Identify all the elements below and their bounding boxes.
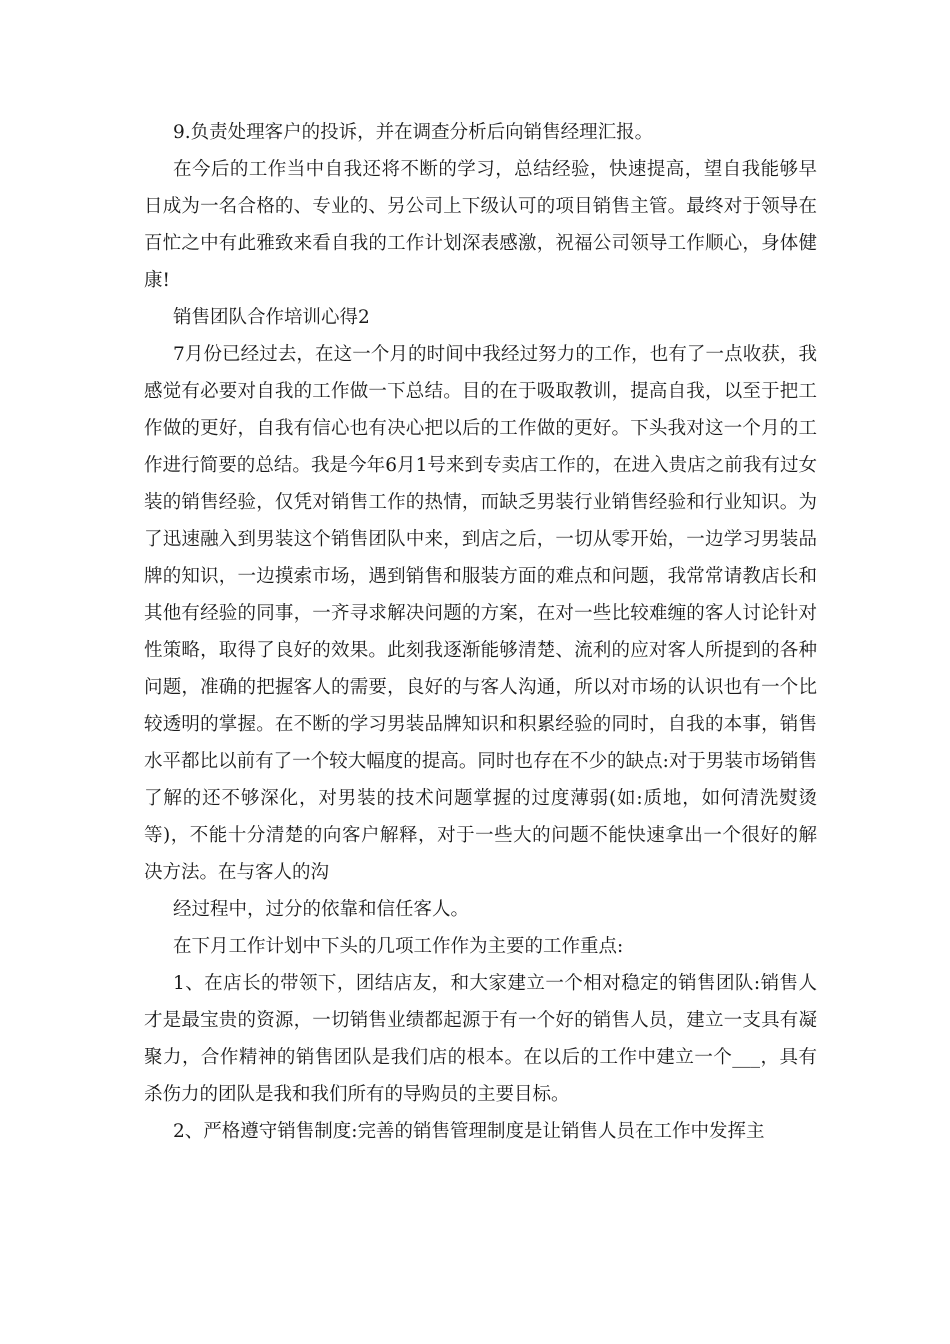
paragraph-july-summary: 7月份已经过去，在这一个月的时间中我经过努力的工作，也有了一点收获，我感觉有必要对自我的工作做一下总结。目的在于吸取教训，提高自我，以至于把工作做的更好，自我有信心也有决心把以后的工作做的更好。下头我对这一个月的工作进行简要的总结。我是今年6月1号来到专卖店工作的，在进入贵店之前我有过女装的销售经验，仅凭对销售工作的热情，而缺乏男装行业销售经验和行业知识。为了迅速融入到男装这个销售团队中来，到店之后，一切从零开始，一边学习男装品牌的知识，一边摸索市场，遇到销售和服装方面的难点和问题，我常常请教店长和其他有经验的同事，一齐寻求解决问题的方案，在对一些比较难缠的客人讨论针对性策略，取得了良好的效果。此刻我逐渐能够清楚、流利的应对客人所提到的各种问题，准确的把握客人的需要，良好的与客人沟通，所以对市场的认识也有一个比较透明的掌握。在不断的学习男装品牌知识和积累经验的同时，自我的本事，销售水平都比以前有了一个较大幅度的提高。同时也存在不少的缺点:对于男装市场销售了解的还不够深化，对男装的技术问题掌握的过度薄弱(如:质地，如何清洗熨烫等)，不能十分清楚的向客户解释，对于一些大的问题不能快速拿出一个很好的解决方法。在与客人的沟 [144, 344, 817, 883]
paragraph-continuation: 经过程中，过分的依靠和信任客人。 [173, 899, 470, 920]
paragraph-next-month-plan: 在下月工作计划中下头的几项工作作为主要的工作重点: [173, 936, 624, 957]
paragraph-closing-remarks: 在今后的工作当中自我还将不断的学习，总结经验，快速提高，望自我能够早日成为一名合格的、专业的、另公司上下级认可的项目销售主管。最终对于领导在百忙之中有此雅致来看自我的工作计划深表感激，祝福公司领导工作顺心，身体健康! [144, 159, 817, 291]
paragraph-plan-item-2: 2、严格遵守销售制度:完善的销售管理制度是让销售人员在工作中发挥主 [173, 1121, 765, 1142]
paragraph-plan-item-1: 1、在店长的带领下，团结店友，和大家建立一个相对稳定的销售团队:销售人才是最宝贵的资源，一切销售业绩都起源于有一个好的销售人员，建立一支具有凝聚力，合作精神的销售团队是我们店的根本。在以后的工作中建立一个___，具有杀伤力的团队是我和我们所有的导购员的主要目标。 [144, 973, 817, 1105]
paragraph-complaint-handling: 9.负责处理客户的投诉，并在调查分析后向销售经理汇报。 [173, 122, 654, 143]
section-heading: 销售团队合作培训心得2 [173, 307, 370, 328]
